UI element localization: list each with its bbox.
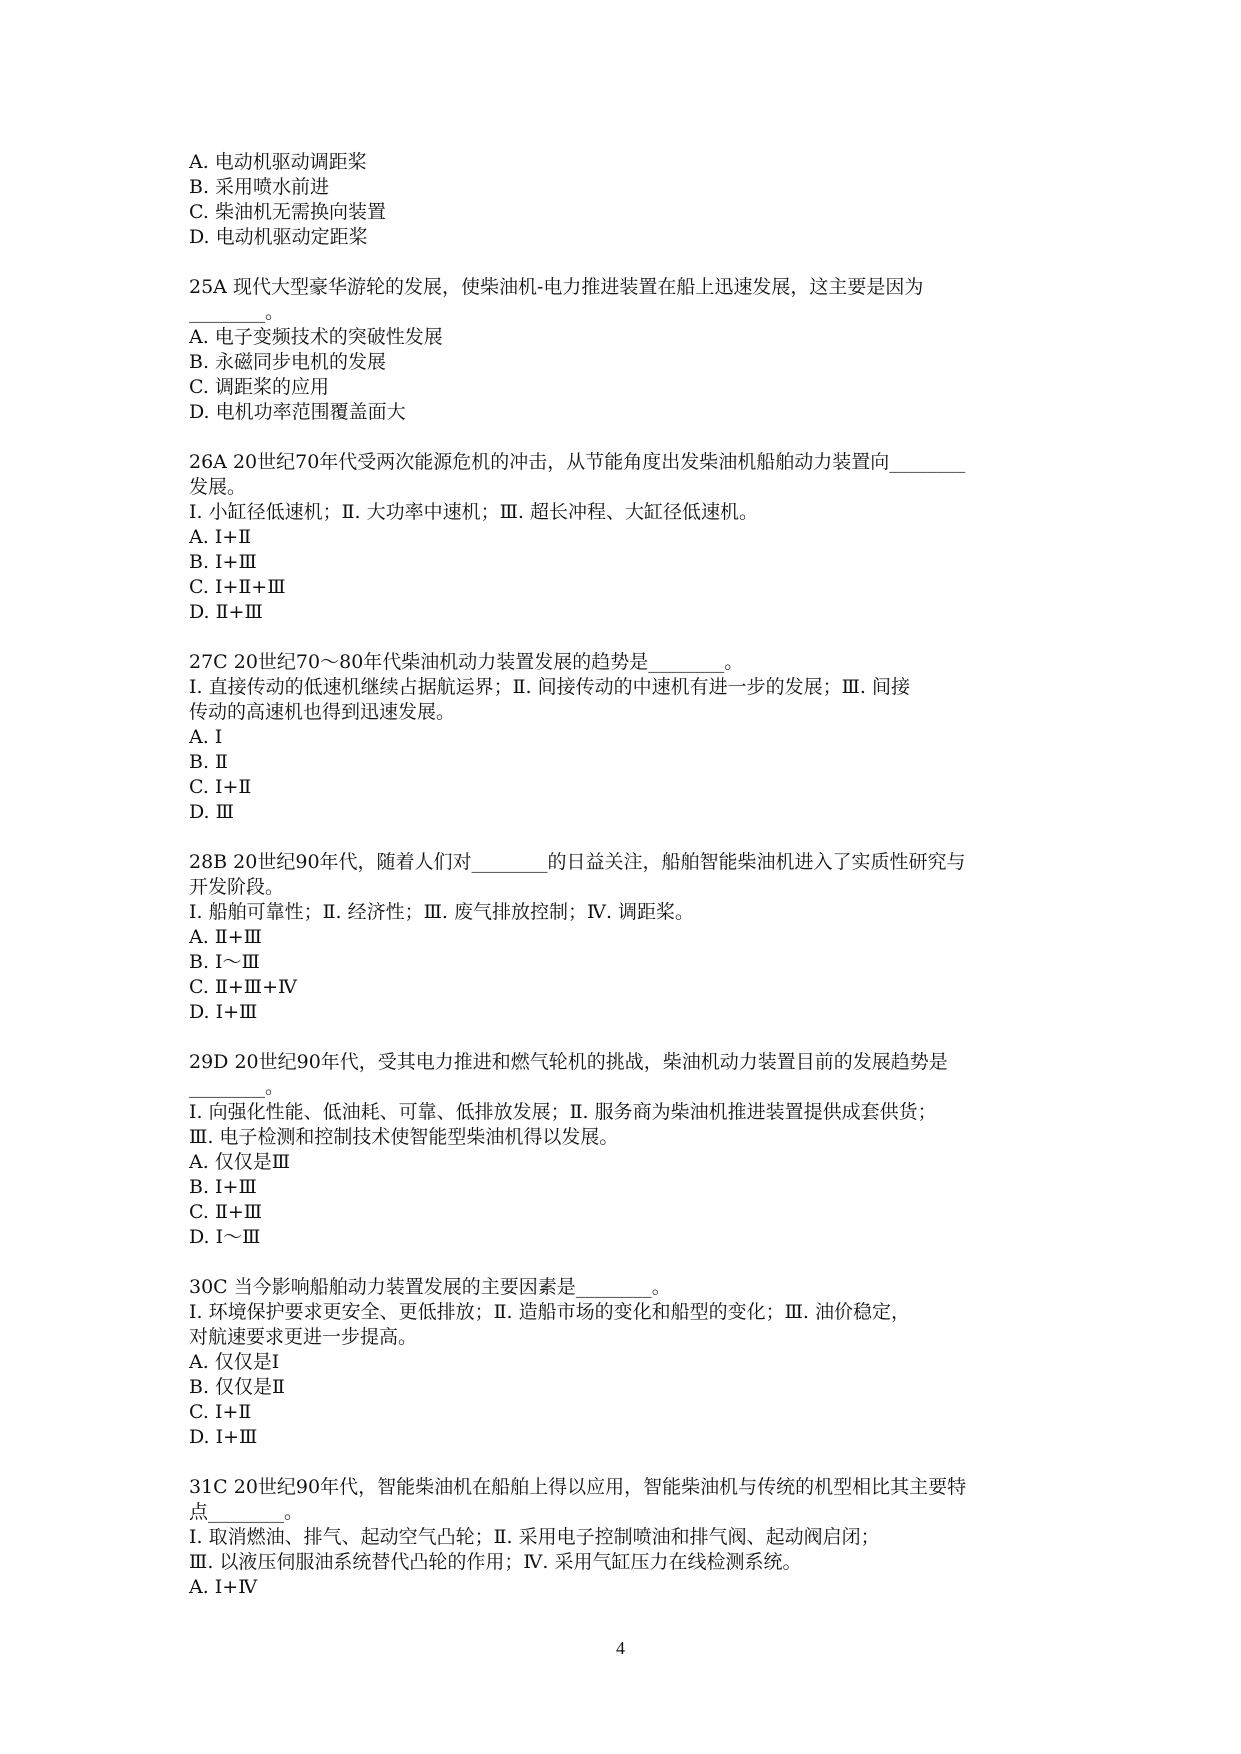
question-stem: 28B 20世纪90年代，随着人们对________的日益关注，船舶智能柴油机进入了实质性研究与 <box>189 851 966 873</box>
question-line: Ⅰ. 取消燃油、排气、起动空气凸轮；Ⅱ. 采用电子控制喷油和排气阀、起动阀启闭； <box>189 1526 880 1548</box>
question-line: C. Ⅱ+Ⅲ <box>189 1201 263 1223</box>
question-block-q26 <box>189 450 1059 625</box>
question-line: D. 电动机驱动定距桨 <box>189 226 368 248</box>
question-block-q28 <box>189 850 1059 1025</box>
question-list <box>189 150 1059 1625</box>
question-line: ________。 <box>189 1076 285 1098</box>
question-stem: 27C 20世纪70～80年代柴油机动力装置发展的趋势是________。 <box>189 651 744 673</box>
question-block-q30 <box>189 1275 1059 1450</box>
question-block-q31 <box>189 1475 1059 1600</box>
question-line: Ⅰ. 船舶可靠性；Ⅱ. 经济性；Ⅲ. 废气排放控制；Ⅳ. 调距桨。 <box>189 901 695 923</box>
question-line: 传动的高速机也得到迅速发展。 <box>189 701 456 723</box>
question-line: 发展。 <box>189 476 247 498</box>
question-line: B. Ⅰ～Ⅲ <box>189 951 260 973</box>
question-line: A. 电子变频技术的突破性发展 <box>189 326 443 348</box>
question-line: B. Ⅱ <box>189 751 228 773</box>
question-line: C. Ⅰ+Ⅱ+Ⅲ <box>189 576 286 598</box>
question-line: D. Ⅲ <box>189 801 234 823</box>
question-line: 开发阶段。 <box>189 876 285 898</box>
question-line: C. Ⅰ+Ⅱ <box>189 776 252 798</box>
question-line: A. 仅仅是Ⅰ <box>189 1351 280 1373</box>
question-line: B. 仅仅是Ⅱ <box>189 1376 285 1398</box>
question-line: B. 采用喷水前进 <box>189 176 330 198</box>
question-stem: 31C 20世纪90年代，智能柴油机在船舶上得以应用，智能柴油机与传统的机型相比其主要特 <box>189 1476 967 1498</box>
question-line: B. 永磁同步电机的发展 <box>189 351 387 373</box>
question-stem: 25A 现代大型豪华游轮的发展，使柴油机-电力推进装置在船上迅速发展，这主要是因为 <box>189 276 924 298</box>
question-line: C. Ⅰ+Ⅱ <box>189 1401 252 1423</box>
question-stem: 26A 20世纪70年代受两次能源危机的冲击，从节能角度出发柴油机船舶动力装置向________ <box>189 451 966 473</box>
question-line: 对航速要求更进一步提高。 <box>189 1326 418 1348</box>
question-block-q24-options <box>189 150 1059 250</box>
question-line: B. Ⅰ+Ⅲ <box>189 551 257 573</box>
question-line: D. Ⅱ+Ⅲ <box>189 601 263 623</box>
page-number: 4 <box>616 1638 625 1658</box>
question-line: A. Ⅰ <box>189 726 223 748</box>
question-line: D. Ⅰ+Ⅲ <box>189 1426 258 1448</box>
question-line: Ⅰ. 向强化性能、低油耗、可靠、低排放发展；Ⅱ. 服务商为柴油机推进装置提供成套供货； <box>189 1101 937 1123</box>
question-stem: 29D 20世纪90年代，受其电力推进和燃气轮机的挑战，柴油机动力装置目前的发展趋势是 <box>189 1051 948 1073</box>
question-line: A. Ⅰ+Ⅳ <box>189 1576 258 1598</box>
question-line: 点________。 <box>189 1501 304 1523</box>
question-line: C. 柴油机无需换向装置 <box>189 201 386 223</box>
question-line: A. 电动机驱动调距桨 <box>189 151 367 173</box>
question-line: D. 电机功率范围覆盖面大 <box>189 401 406 423</box>
question-line: C. 调距桨的应用 <box>189 376 329 398</box>
question-block-q27 <box>189 650 1059 825</box>
question-line: Ⅲ. 以液压伺服油系统替代凸轮的作用；Ⅳ. 采用气缸压力在线检测系统。 <box>189 1551 802 1573</box>
question-block-q25 <box>189 275 1059 425</box>
question-line: D. Ⅰ～Ⅲ <box>189 1226 261 1248</box>
question-line: ________。 <box>189 301 285 323</box>
question-line: C. Ⅱ+Ⅲ+Ⅳ <box>189 976 297 998</box>
question-stem: 30C 当今影响船舶动力装置发展的主要因素是________。 <box>189 1276 671 1298</box>
question-line: Ⅲ. 电子检测和控制技术使智能型柴油机得以发展。 <box>189 1126 619 1148</box>
question-line: D. Ⅰ+Ⅲ <box>189 1001 258 1023</box>
question-line: Ⅰ. 环境保护要求更安全、更低排放；Ⅱ. 造船市场的变化和船型的变化；Ⅲ. 油价稳定， <box>189 1301 910 1323</box>
question-line: Ⅰ. 直接传动的低速机继续占据航运界；Ⅱ. 间接传动的中速机有进一步的发展；Ⅲ. 间接 <box>189 676 910 698</box>
question-line: A. Ⅱ+Ⅲ <box>189 926 262 948</box>
question-line: Ⅰ. 小缸径低速机；Ⅱ. 大功率中速机；Ⅲ. 超长冲程、大缸径低速机。 <box>189 501 758 523</box>
question-line: B. Ⅰ+Ⅲ <box>189 1176 257 1198</box>
question-block-q29 <box>189 1050 1059 1250</box>
question-line: A. 仅仅是Ⅲ <box>189 1151 291 1173</box>
question-line: A. Ⅰ+Ⅱ <box>189 526 252 548</box>
